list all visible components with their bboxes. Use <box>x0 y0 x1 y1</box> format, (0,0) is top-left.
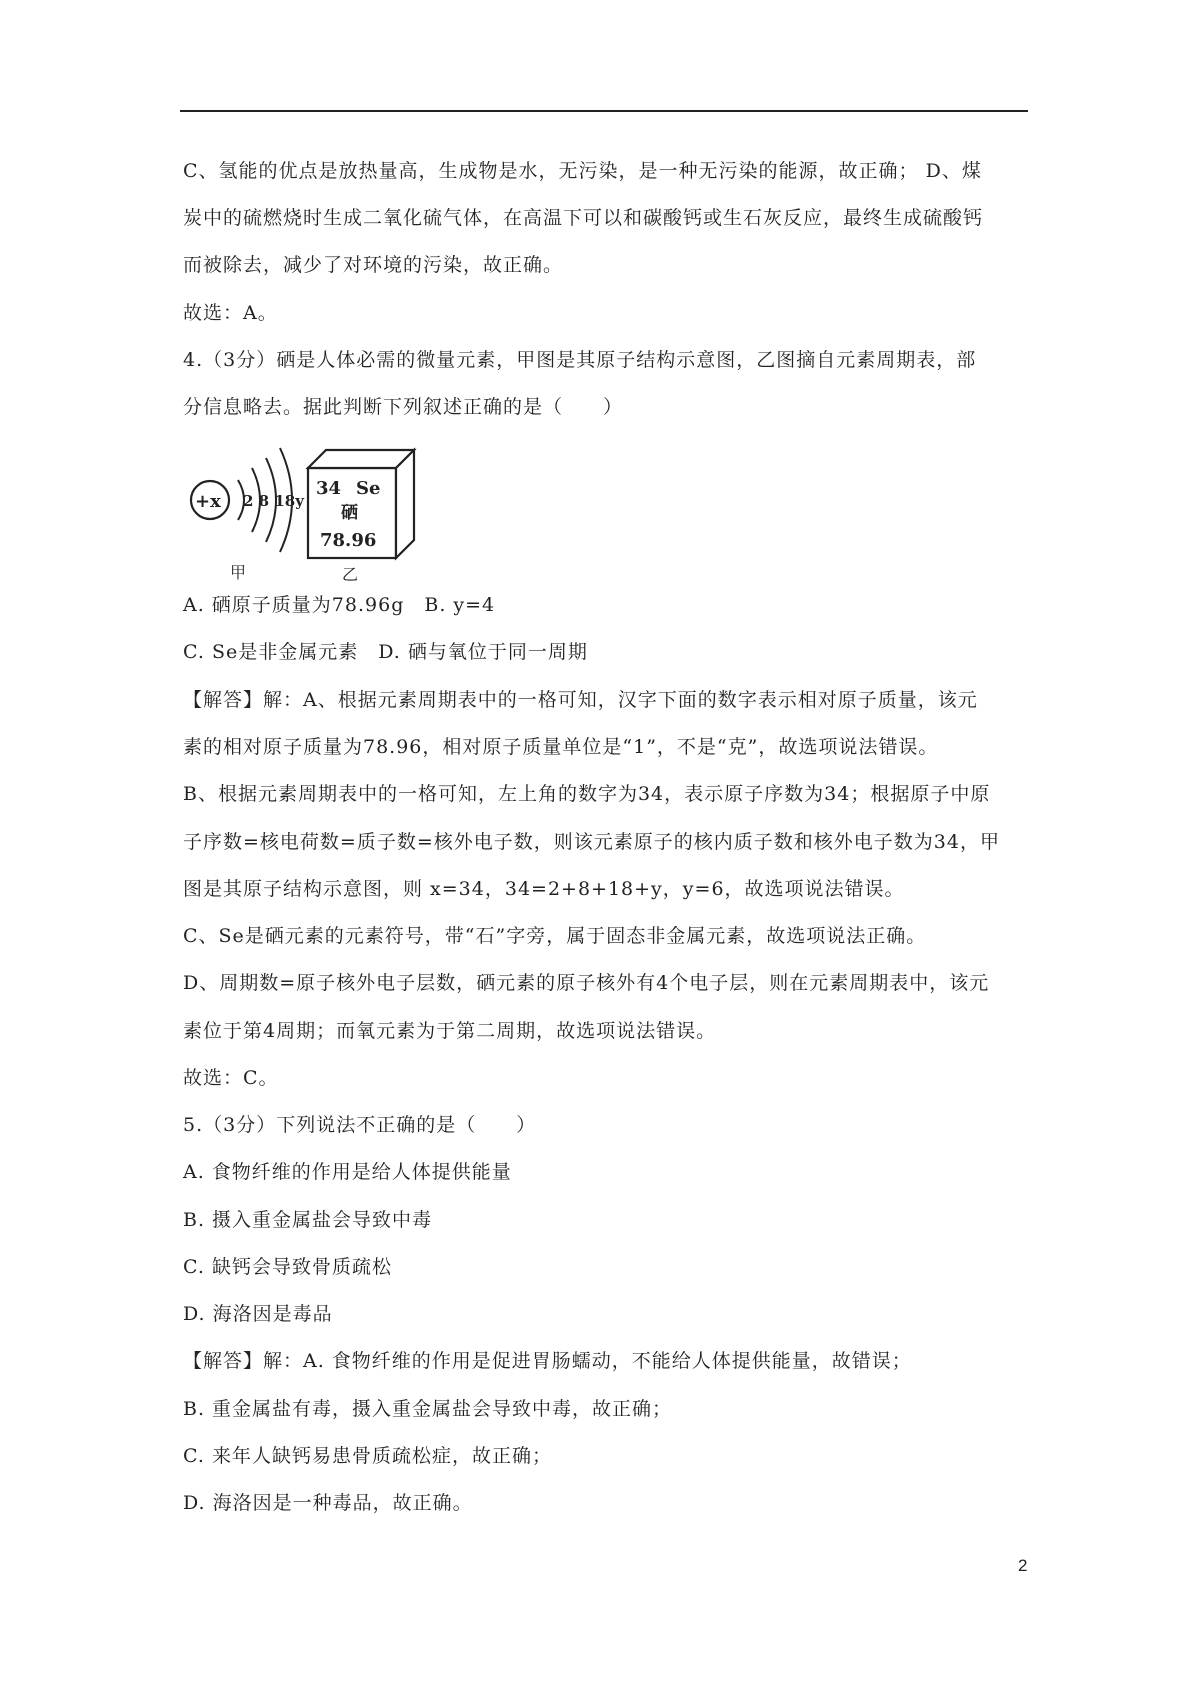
nucleus-charge: +x <box>195 491 221 512</box>
element-name: 硒 <box>341 503 358 523</box>
text-line: C. 来年人缺钙易患骨质疏松症，故正确； <box>183 1445 552 1467</box>
atomic-number: 34 <box>316 478 342 499</box>
electron-counts: 2 8 18y <box>243 492 304 510</box>
text-line: 5.（3分）下列说法不正确的是（ ） <box>183 1114 537 1136</box>
text-line: B. 重金属盐有毒，摄入重金属盐会导致中毒，故正确； <box>183 1398 673 1420</box>
text-line: D. 海洛因是毒品 <box>183 1303 333 1325</box>
text-line: C、Se是硒元素的元素符号，带“石”字旁，属于固态非金属元素，故选项说法正确。 <box>183 925 927 947</box>
element-cell-side <box>396 450 414 558</box>
text-line: 而被除去，减少了对环境的污染，故正确。 <box>183 254 564 276</box>
caption-jia: 甲 <box>230 563 247 582</box>
text-line: 炭中的硫燃烧时生成二氧化硫气体，在高温下可以和碳酸钙或生石灰反应，最终生成硫酸钙 <box>183 207 984 229</box>
header-rule <box>180 110 1028 112</box>
text-line: C. Se是非金属元素 D. 硒与氧位于同一周期 <box>183 641 588 663</box>
text-line: 分信息略去。据此判断下列叙述正确的是（ ） <box>183 396 624 418</box>
text-line: D、周期数=原子核外电子层数，硒元素的原子核外有4个电子层，则在元素周期表中，该元 <box>183 972 990 994</box>
text-line: C、氢能的优点是放热量高，生成物是水，无污染，是一种无污染的能源，故正确； D、煤 <box>183 160 982 182</box>
text-line: B、根据元素周期表中的一格可知，左上角的数字为34，表示原子序数为34；根据原子中原 <box>183 783 991 805</box>
text-line: 图是其原子结构示意图，则 x=34，34=2+8+18+y，y=6，故选项说法错误。 <box>183 878 905 900</box>
text-line: 【解答】解：A. 食物纤维的作用是促进胃肠蠕动，不能给人体提供能量，故错误； <box>183 1350 912 1372</box>
text-line: 素的相对原子质量为78.96，相对原子质量单位是“1”，不是“克”，故选项说法错误。 <box>183 736 939 758</box>
page-number: 2 <box>1018 1556 1028 1575</box>
element-symbol: Se <box>356 478 381 499</box>
text-line: B. 摄入重金属盐会导致中毒 <box>183 1209 433 1231</box>
text-line: 素位于第4周期；而氧元素为于第二周期，故选项说法错误。 <box>183 1020 717 1042</box>
caption-yi: 乙 <box>342 565 359 584</box>
text-line: 子序数=核电荷数=质子数=核外电子数，则该元素原子的核内质子数和核外电子数为34，甲 <box>183 831 1000 853</box>
text-line: 故选：C。 <box>183 1067 279 1089</box>
text-line: A. 食物纤维的作用是给人体提供能量 <box>183 1161 512 1183</box>
text-line: C. 缺钙会导致骨质疏松 <box>183 1256 392 1278</box>
text-line: 4.（3分）硒是人体必需的微量元素，甲图是其原子结构示意图，乙图摘自元素周期表，部 <box>183 349 977 371</box>
selenium-figure <box>180 438 440 586</box>
text-line: A. 硒原子质量为78.96g B. y=4 <box>183 594 496 616</box>
atomic-mass: 78.96 <box>320 530 377 551</box>
text-line: 故选：A。 <box>183 302 278 324</box>
text-line: 【解答】解：A、根据元素周期表中的一格可知，汉字下面的数字表示相对原子质量，该元 <box>183 689 978 711</box>
text-line: D. 海洛因是一种毒品，故正确。 <box>183 1492 473 1514</box>
